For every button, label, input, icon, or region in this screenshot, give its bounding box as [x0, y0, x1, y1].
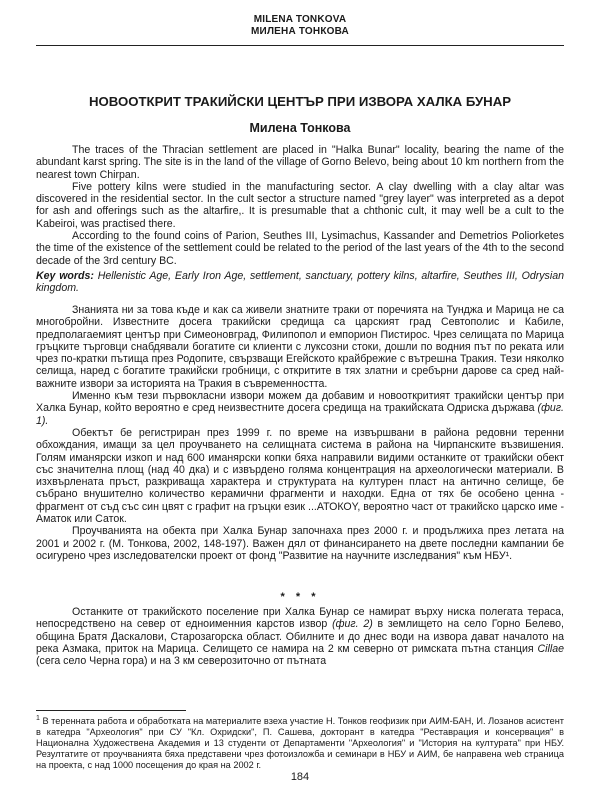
body-paragraph-text: Останките от тракийското поселение при Халка Бунар се намират върху ниска полегата тераса, непосредствено на север от едноименния карстов извор — [36, 606, 564, 631]
abstract — [36, 144, 564, 267]
body-paragraph — [36, 390, 564, 427]
body-paragraph-text: Именно към тези първокласни извори можем да добавим и новооткритият тракийски център при Халка Бунар, който вероятно е сред неизвестните досега средища на тракийската Одриска държава — [36, 390, 564, 415]
body-paragraph — [36, 606, 564, 667]
running-head — [0, 14, 600, 38]
footnote-marker: 1 — [36, 715, 40, 722]
article-author: Милена Тонкова — [249, 121, 351, 135]
abstract-paragraph: Five pottery kilns were studied in the manufacturing sector. A clay dwelling with a clay altar was discovered in the residential sector. In the cult sector a structure named "grey layer" was interpreted as a depot for ash and offerings such as the altarfire,. It is presumable that a chthonic cult, it may well be a cult to the Kabeiroi, was practised there. — [36, 180, 564, 230]
body-paragraph-text: в землището на село Горно Белево, община Братя Даскалови, Старозагорска област. Обилните и до днес води на извора дават началото на река Азмака, приток на Марица. Селището се намира на 2 км северно от римската пътна станция — [36, 618, 564, 655]
keywords — [36, 270, 564, 295]
station-name: Cillae — [537, 642, 564, 655]
article-title: НОВООТКРИТ ТРАКИЙСКИ ЦЕНТЪР ПРИ ИЗВОРА ХАЛКА БУНАР — [88, 94, 512, 109]
body-paragraph: Знанията ни за това къде и как са живели знатните траки от поречията на Тунджа и Марица не са многобройни. Известните досега тракийски средища са царският град Севтополис и Кабиле, предполагаемият център при Симеоновград, Филипопол и емпорион Пистирос. Чрез селищата по Марица гръцките търговци снабдявали богатите си клиенти с луксозни стоки, дошли по водния път по реката или чрез по-кратки пътища през Родопите, свързващи Егейското крайбрежие с вътрешна Тракия. Тези няколко селища, наред с богатите тракийски гробници, с откритите в тях златни и сребърни дарове са сред най-важните извори за историята на Тракия в съвременността. — [36, 304, 564, 390]
body-paragraph: Проучванията на обекта при Халка Бунар започнаха през 2000 г. и продължиха през летата на 2001 и 2002 г. (М. Тонкова, 2002, 148-197). Важен дял от финансирането на двете последни кампании бе осигурено чрез изследователски проект от фонд "Развитие на научните изследвания" към НБУ¹. — [36, 525, 564, 562]
body-paragraph-text: (сега село Черна гора) и на 3 км северозиточно от пътната — [36, 655, 327, 668]
footnote-text: В теренната работа и обработката на материалите взеха участие Н. Тонков геофизик при АИМ-БАН, И. Лозанов асистент в катедра "Археология" при СУ "Кл. Охридски", П. Сашева, докторант в катедра "Реставрация и консервация" в Национална Художествена Академия и 13 студенти от Департаменти "Археология" и "История на културата" при НБУ. Резултатите от проучванията бяха представени чрез фотоизложба и семинари в НБУ и АИМ, бе направена web страница на проекта, с над 1000 посещения до края на 2002 г. — [36, 716, 564, 771]
footnote-rule — [36, 710, 186, 711]
footnote — [36, 713, 564, 771]
figure-reference: (фиг. 2) — [332, 618, 373, 631]
keywords-label: Key words: — [36, 270, 94, 282]
keywords-text: Hellenistic Age, Early Iron Age, settlement, sanctuary, pottery kilns, altarfire, Seuthes III, Odrysian kingdom. — [36, 270, 564, 295]
page-number: 184 — [290, 771, 310, 783]
running-head-latin: MILENA TONKOVA — [253, 14, 347, 25]
running-head-cyrillic: МИЛЕНА ТОНКОВА — [251, 26, 349, 37]
body-paragraph: Обектът бе регистриран през 1999 г. по време на извършвани в района редовни теренни обхождания, имащи за цел проучването на селищната система в района на Чирпанските възвишения. Голям иманярски изкоп и над 600 иманярски копки бяха направили видими останките от тракийски обект със значителна площ (над 40 дка) и с извърдено голяма концентрация на археологически материали. В изхвърлената пръст, разкриваща характера и структурата на културен пласт на антично селище, бе събрано внушително количество керамични фрагменти и находки. Една от тях бе особено ценна - фрагмент от съд със син цвят с графит на гръцки език ...АТОКОY, вероятно част от тракийско царско име - Аматок или Саток. — [36, 426, 564, 526]
body-text-continued — [36, 606, 564, 667]
abstract-paragraph: According to the found coins of Parion, Seuthes III, Lysimachus, Kassander and Demetrios Poliorketes the time of the existence of the settlement could be related to the period of the last years of the 4th to the second decade of the 3rd century BC. — [36, 230, 564, 267]
abstract-paragraph: The traces of the Thracian settlement are placed in "Halka Bunar" locality, bearing the name of the abundant karst spring. The site is in the land of the village of Gorno Belevo, being about 10 km northern from the nearest town Chirpan. — [36, 144, 564, 181]
body-text — [36, 304, 564, 562]
header-rule — [36, 45, 564, 46]
section-separator: * * * — [280, 591, 320, 603]
figure-reference: (фиг. 1). — [36, 402, 564, 427]
